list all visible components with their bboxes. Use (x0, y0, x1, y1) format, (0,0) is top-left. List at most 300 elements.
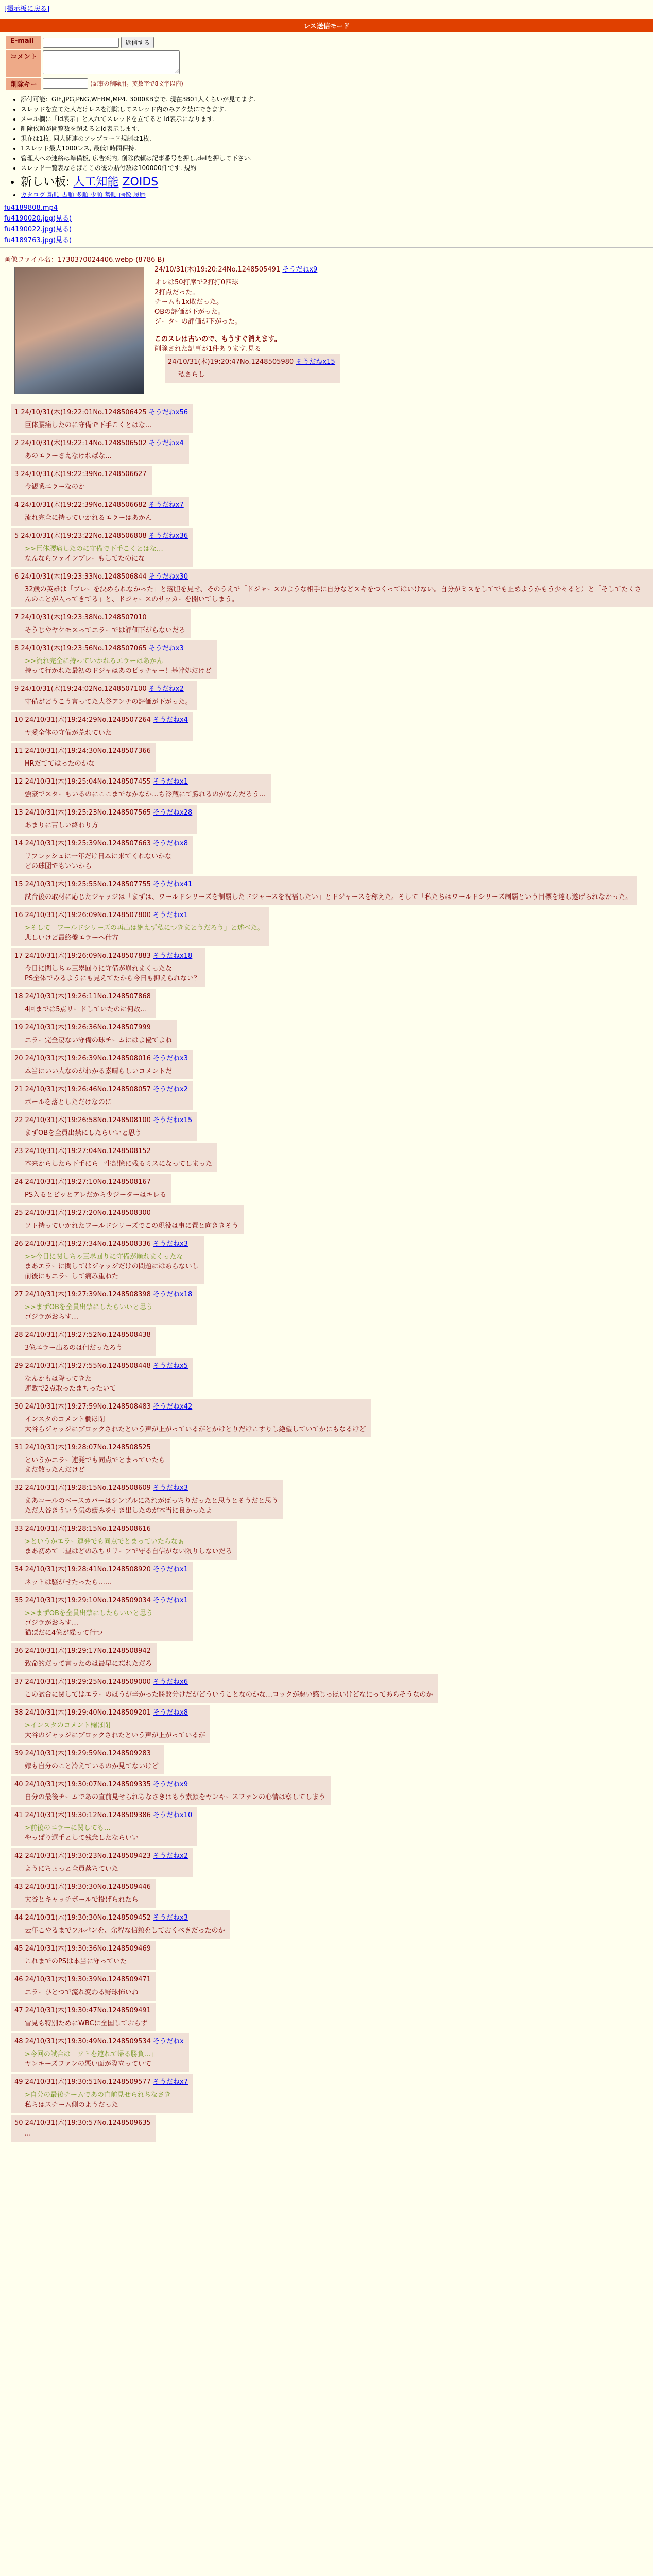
table-row (11, 1399, 653, 1437)
reply-header (14, 1482, 278, 1492)
text-line: そうじやヤケモスってエラーでは評価下がらないだろ (25, 626, 186, 634)
reply-box (11, 1674, 438, 1703)
reply-header (14, 1329, 151, 1339)
reply-number-date[interactable]: 29 24/10/31(木)19:27:55No.1248508448 (14, 1362, 151, 1370)
reply-box (11, 989, 156, 1018)
reply-number-date[interactable]: 20 24/10/31(木)19:26:39No.1248508016 (14, 1055, 151, 1062)
text-line: 本当にいい人なのがわかる素晴らしいコメントだ (25, 1067, 173, 1075)
sodane-button[interactable]: そうだねx8 (153, 1709, 188, 1717)
text-line: というかエラー連発でも同点でとまっていたら (25, 1456, 166, 1464)
reply-box (11, 1972, 156, 2001)
sodane-button[interactable]: そうだねx1 (153, 911, 188, 919)
text-line: ようにちょっと全員落ちていた (25, 1865, 118, 1873)
file-link[interactable]: fu4189808.mp4 (4, 204, 58, 212)
reply-number-date[interactable]: 12 24/10/31(木)19:25:04No.1248507455 (14, 778, 151, 786)
reply-header (14, 1645, 152, 1655)
sodane-button[interactable]: そうだねx41 (153, 880, 193, 888)
reply-header (14, 2005, 151, 2014)
reply-number-date[interactable]: 16 24/10/31(木)19:26:09No.1248507800 (14, 911, 151, 919)
table-row (11, 609, 653, 638)
rule-item: • 管理人への連絡は準備板, 広告案内, 削除依頼は記事番号を押し,delを押して下さい. (21, 154, 653, 162)
reply-box (11, 1143, 217, 1172)
sodane-button[interactable]: そうだねx18 (153, 1291, 193, 1298)
sodane-button[interactable]: そうだねx3 (148, 645, 184, 652)
sodane-button[interactable]: そうだねx9 (153, 1781, 188, 1788)
reply-number-date[interactable]: 36 24/10/31(木)19:29:17No.1248508942 (14, 1647, 151, 1655)
reply-number-date[interactable]: 24 24/10/31(木)19:27:10No.1248508167 (14, 1178, 151, 1186)
reply-body (25, 851, 188, 870)
email-label: E-mail (6, 36, 41, 49)
reply-body (25, 2089, 188, 2109)
reply-header (14, 571, 648, 581)
reply-header (14, 499, 184, 509)
reply-number-date[interactable]: 49 24/10/31(木)19:30:51No.1248509577 (14, 2078, 151, 2086)
table-row (11, 1286, 653, 1325)
reply-body (25, 1894, 151, 1904)
reply-body (25, 2018, 151, 2027)
reply-header (14, 2076, 188, 2086)
text-line: 悲しいけど最終盤エラーへ仕方 (25, 934, 119, 942)
reply-box (11, 1941, 156, 1970)
text-line: 今観戦エラーなのか (25, 483, 85, 491)
reply-number-date[interactable]: 11 24/10/31(木)19:24:30No.1248507366 (14, 747, 151, 755)
text-line: 猫ぼだに4億が繰って行つ (25, 1629, 103, 1637)
sodane-button[interactable]: そうだねx56 (148, 409, 188, 416)
text-line: 3億エラー出るのは何だったろう (25, 1344, 123, 1352)
table-row (11, 435, 653, 464)
table-row (11, 1972, 653, 2001)
reply-form (5, 35, 185, 91)
reply-number-date[interactable]: 44 24/10/31(木)19:30:30No.1248509452 (14, 1914, 151, 1922)
reply-body (25, 1220, 238, 1230)
reply-header (14, 1022, 172, 1031)
reply-box (11, 1286, 197, 1325)
sodane-button[interactable]: そうだねx15 (153, 1116, 193, 1124)
reply-body (25, 1956, 151, 1965)
reply-box (11, 774, 271, 803)
sodane-button[interactable]: そうだねx (153, 2038, 184, 2045)
reply-body (25, 1689, 433, 1699)
reply-number-date[interactable]: 48 24/10/31(木)19:30:49No.1248509534 (14, 2038, 151, 2045)
reply-body (25, 2048, 184, 2068)
reply-number-date[interactable]: 13 24/10/31(木)19:25:23No.1248507565 (14, 809, 151, 817)
new-boards-label: 新しい板: (21, 176, 70, 189)
sodane-button[interactable]: そうだねx4 (148, 439, 184, 447)
file-link[interactable]: fu4190020.jpg(見る) (4, 215, 72, 223)
submit-reply-button[interactable]: 返信する (121, 37, 154, 48)
text-line: ソト持っていかれたワールドシリーズでこの現役は事に置と向ききそう (25, 1222, 239, 1230)
reply-body (25, 1373, 188, 1393)
delete-key-label: 削除キー (6, 78, 41, 90)
quote-line: >>巨体腰痛したのに守備で下手こくとはな… (25, 545, 163, 553)
reply-number-date[interactable]: 50 24/10/31(木)19:30:57No.1248509635 (14, 2119, 151, 2127)
table-row (11, 1050, 653, 1079)
text-line: まあコールのベースカバーはシンプルにあれがばっちりだったと思うとそうだと思う (25, 1497, 279, 1505)
reply-box (11, 404, 193, 433)
reply-number-date[interactable]: 2 24/10/31(木)19:22:14No.1248506502 (14, 439, 147, 447)
reply-header (14, 776, 266, 786)
reply-box (11, 1848, 193, 1877)
text-line: ヤンキーズファンの悪い面が際立っていて (25, 2060, 151, 2068)
reply-box (11, 1643, 157, 1672)
reply-body (25, 584, 648, 603)
reply-number-date[interactable]: 42 24/10/31(木)19:30:23No.1248509423 (14, 1852, 151, 1860)
reply-body (25, 624, 185, 634)
quote-line: >>まずOBを全員出禁にしたらいいと思う (25, 1609, 153, 1617)
table-row (11, 1848, 653, 1877)
reply-number-date[interactable]: 28 24/10/31(木)19:27:52No.1248508438 (14, 1331, 151, 1339)
reply-box (11, 1562, 193, 1590)
reply-body (25, 1158, 212, 1168)
sodane-button[interactable]: そうだねx30 (148, 573, 188, 581)
op-sub-reply: 24/10/31(木)19:20:47No.1248505980 そうだねx15 私さらし (165, 354, 340, 383)
reply-number-date[interactable]: 15 24/10/31(木)19:25:55No.1248507755 (14, 880, 151, 888)
sodane-button[interactable]: そうだねx2 (153, 1086, 188, 1093)
reply-number-date[interactable]: 41 24/10/31(木)19:30:12No.1248509386 (14, 1811, 151, 1819)
reply-body (25, 1251, 199, 1280)
table-row (11, 466, 653, 495)
reply-body (25, 1127, 192, 1137)
reply-number-date[interactable]: 25 24/10/31(木)19:27:20No.1248508300 (14, 1209, 151, 1217)
rule-item: • 削除依頼が閲覧数を超えるとid表示します. (21, 124, 653, 133)
sodane-button[interactable]: そうだねx1 (153, 778, 188, 786)
reply-header (14, 950, 200, 960)
recent-files (4, 204, 653, 244)
table-row (11, 1879, 653, 1908)
reply-number-date[interactable]: 30 24/10/31(木)19:27:59No.1248508483 (14, 1403, 151, 1411)
reply-body (25, 2130, 151, 2138)
reply-box (11, 1592, 193, 1641)
reply-number-date[interactable]: 45 24/10/31(木)19:30:36No.1248509469 (14, 1945, 151, 1953)
reply-body (25, 1760, 159, 1770)
reply-number-date[interactable]: 23 24/10/31(木)19:27:04No.1248508152 (14, 1147, 151, 1155)
comment-textarea[interactable] (43, 50, 180, 74)
table-row (11, 1205, 653, 1234)
reply-header (14, 1707, 205, 1717)
reply-body (25, 1035, 172, 1044)
table-row (11, 528, 653, 567)
reply-body (25, 1301, 192, 1321)
reply-body (25, 891, 632, 901)
text-line: どの球団でもいいから (25, 862, 92, 870)
table-row (11, 1592, 653, 1641)
reply-number-date[interactable]: 10 24/10/31(木)19:24:29No.1248507264 (14, 716, 151, 724)
text-line: なんならファインプレーもしてたのにな (25, 555, 145, 563)
reply-number-date[interactable]: 5 24/10/31(木)19:23:22No.1248506808 (14, 532, 147, 540)
reply-header (14, 838, 188, 848)
reply-body (25, 1414, 366, 1433)
reply-box (11, 1236, 204, 1284)
reply-header (14, 2036, 184, 2045)
reply-body (25, 1658, 152, 1668)
reply-number-date[interactable]: 9 24/10/31(木)19:24:02No.1248507100 (14, 685, 147, 693)
catalog-link[interactable]: カタログ 新順 古順 多順 少順 勢順 画像 履歴 (21, 191, 146, 198)
op-sodane-button[interactable]: そうだねx9 (282, 266, 318, 274)
reply-number-date[interactable]: 43 24/10/31(木)19:30:30No.1248509446 (14, 1883, 151, 1891)
reply-box (11, 1776, 331, 1805)
email-field[interactable] (43, 38, 119, 48)
reply-header (14, 1912, 225, 1922)
reply-number-date[interactable]: 7 24/10/31(木)19:23:38No.1248507010 (14, 614, 147, 621)
reply-number-date[interactable]: 46 24/10/31(木)19:30:39No.1248509471 (14, 1976, 151, 1984)
reply-header (14, 1523, 232, 1533)
reply-number-date[interactable]: 21 24/10/31(木)19:26:46No.1248508057 (14, 1086, 151, 1093)
table-row (11, 640, 653, 679)
reply-body (25, 1495, 278, 1515)
text-line: 32歳の英雄は「プレーを決められなかった」と落胆を見せ、そのうえで「ドジャースのような相手に自分などスキをつくってはいけない。自分がミスをしてでも止めようかもう少々ると）と「そしてたくさんのことが入ってきてる」と、ドジャースのサッカーを開いてしまう。 (25, 586, 642, 603)
sodane-button[interactable]: そうだねx7 (153, 2078, 188, 2086)
text-line: ... (25, 2130, 31, 2138)
sodane-button[interactable]: そうだねx6 (153, 1678, 188, 1686)
reply-number-date[interactable]: 6 24/10/31(木)19:23:33No.1248506844 (14, 573, 147, 581)
reply-body (25, 820, 192, 829)
reply-number-date[interactable]: 17 24/10/31(木)19:26:09No.1248507883 (14, 952, 151, 960)
sodane-button[interactable]: そうだねx3 (153, 1240, 188, 1248)
reply-number-date[interactable]: 37 24/10/31(木)19:29:25No.1248509000 (14, 1678, 151, 1686)
text-line: PS入るとビッとアレだから少ジーターはキレる (25, 1191, 166, 1199)
reply-header (14, 1676, 433, 1686)
reply-body (25, 696, 192, 706)
text-line: 今日に関しちゃ三塁回りに守備が崩れまくったな (25, 965, 172, 973)
catalog-links[interactable] (21, 190, 653, 199)
reply-box (11, 836, 193, 874)
reply-number-date[interactable]: 18 24/10/31(木)19:26:11No.1248507868 (14, 993, 151, 1001)
reply-header (14, 878, 632, 888)
reply-box (11, 435, 189, 464)
text-line: リプレッシュに一年だけ日本に来てくれないかな (25, 853, 172, 860)
sodane-button[interactable]: そうだねx18 (153, 952, 193, 960)
file-link[interactable]: fu4190022.jpg(見る) (4, 226, 72, 233)
sodane-button[interactable]: そうだねx2 (153, 1852, 188, 1860)
table-row (11, 1020, 653, 1048)
reply-box (11, 466, 152, 495)
table-row (11, 1910, 653, 1939)
op-file-name[interactable]: 画像ファイル名：1730370024406.webp-(8786 B) (4, 256, 165, 264)
reply-header (14, 745, 151, 755)
text-line: 強豪でスターもいるのにここまでなかなか…ち冷蔵にて勝れるのがなんだろう… (25, 791, 266, 799)
sodane-button[interactable]: そうだねx36 (148, 532, 188, 540)
reply-box (11, 1480, 283, 1519)
sodane-button[interactable]: そうだねx10 (153, 1811, 193, 1819)
table-row (11, 1081, 653, 1110)
table-row (11, 1480, 653, 1519)
reply-box (11, 1439, 170, 1478)
table-row (11, 681, 653, 710)
sodane-button[interactable]: そうだねx7 (148, 501, 184, 509)
delete-key-field[interactable] (43, 78, 88, 89)
text-line: 私らはスチーム側のようだった (25, 2101, 118, 2109)
quote-line: >というかエラー連発でも同点でとまっていたらなぁ (25, 1538, 184, 1546)
reply-header (14, 1850, 188, 1860)
table-row (11, 1643, 653, 1672)
text-line: 大谷らジャッジにブロックされたという声が上がっているがとかけとりだけこすりし絶望していてかにもなるけど (25, 1426, 366, 1433)
reply-header (14, 612, 185, 621)
reply-header (14, 1207, 238, 1217)
table-row (11, 1776, 653, 1805)
table-row (11, 1807, 653, 1846)
reply-header (14, 714, 188, 724)
table-row (11, 774, 653, 803)
text-line: まあ初めて二塁はどのみちリリーフで守る自信がない限りしないだろ (25, 1548, 232, 1555)
table-row (11, 948, 653, 987)
table-row (11, 404, 653, 433)
text-line: まあエラーに関してはジャッジだけの問題にはあらないし (25, 1263, 199, 1270)
reply-body (25, 419, 188, 429)
table-row (11, 497, 653, 526)
reply-number-date[interactable]: 34 24/10/31(木)19:28:41No.1248508920 (14, 1566, 151, 1573)
sodane-button[interactable]: そうだねx3 (153, 1484, 188, 1492)
reply-number-date[interactable]: 22 24/10/31(木)19:26:58No.1248508100 (14, 1116, 151, 1124)
board-link-ai[interactable]: 人工知能 (73, 176, 119, 189)
reply-number-date[interactable]: 26 24/10/31(木)19:27:34No.1248508336 (14, 1240, 151, 1248)
table-row (11, 1745, 653, 1774)
quote-line: >前後のエラーに関しても… (25, 1824, 111, 1832)
reply-box (11, 805, 197, 834)
reply-body (25, 1863, 188, 1873)
table-row (11, 1439, 653, 1478)
reply-number-date[interactable]: 47 24/10/31(木)19:30:47No.1248509491 (14, 2007, 151, 2014)
reply-header (14, 1289, 192, 1298)
reply-body (25, 1065, 188, 1075)
board-link-zoids[interactable]: ZOIDS (122, 176, 159, 189)
reply-body (25, 450, 184, 460)
text-line: 前後にもエラーして痛み重ねた (25, 1273, 119, 1280)
reply-header (14, 1881, 151, 1891)
reply-header (14, 1809, 192, 1819)
table-row (11, 712, 653, 741)
reply-header (14, 437, 184, 447)
text-line: この試合に関してはエラーのほうが辛かった勝敗分けだがどういうことなのかな…ロックが悪い感じっぽいけどなにってあらそうなのか (25, 1691, 433, 1699)
reply-box (11, 1705, 210, 1743)
reply-header (14, 1442, 165, 1451)
reply-box (11, 1174, 171, 1203)
text-line: まずOBを全員出禁にしたらいいと思う (25, 1129, 142, 1137)
reply-number-date[interactable]: 38 24/10/31(木)19:29:40No.1248509201 (14, 1709, 151, 1717)
text-line: これまでのPSは本当に守っていた (25, 1958, 127, 1965)
text-line: 去年こやるまでフルパンを、余程な信頼をしておくべきだったのか (25, 1927, 225, 1935)
deleted-note: 削除された記事が1件あります.見る (154, 345, 262, 353)
reply-box (11, 609, 191, 638)
sodane-button[interactable]: そうだねx1 (153, 1566, 188, 1573)
table-row (11, 2033, 653, 2072)
table-row (11, 907, 653, 946)
op-thumbnail-image[interactable] (14, 267, 144, 394)
reply-number-date[interactable]: 27 24/10/31(木)19:27:39No.1248508398 (14, 1291, 151, 1298)
reply-body (25, 1454, 165, 1474)
text-line: 巨体腰痛したのに守備で下手こくとはな… (25, 421, 152, 429)
reply-body (25, 1536, 232, 1555)
quote-line: >インスタのコメント欄ほ閉 (25, 1722, 111, 1730)
text-line: ゴジラがおらす… (25, 1619, 79, 1627)
reply-header (14, 1778, 325, 1788)
text-line: 自分の最後チームであの直前見せられちなさきはもう素顔をヤンキースファンの心情は察してしまう (25, 1793, 325, 1801)
sodane-button[interactable]: そうだねx5 (153, 1362, 188, 1370)
sodane-button[interactable]: そうだねx42 (153, 1403, 193, 1411)
reply-header (14, 1974, 151, 1984)
reply-header (14, 909, 264, 919)
text-line: 持って行かれた最初のドジャはあのピッチャー！基幹処だけど (25, 667, 212, 675)
reply-box (11, 2115, 156, 2142)
reply-header (14, 683, 192, 693)
text-line: ネットは騒がせたったら…… (25, 1579, 112, 1586)
text-line: 連敗で2点取ったまちったいて (25, 1385, 116, 1393)
reply-body (25, 1791, 325, 1801)
reply-number-date[interactable]: 35 24/10/31(木)19:29:10No.1248509034 (14, 1597, 151, 1604)
text-line: HRだててはったのかな (25, 760, 95, 768)
reply-header (14, 1360, 188, 1370)
table-row (11, 1674, 653, 1703)
reply-body (25, 727, 188, 737)
reply-body (25, 1925, 225, 1935)
text-line: エラーひとつで流れ変わる野球怖いね (25, 1989, 139, 1996)
reply-box (11, 743, 156, 772)
reply-box (11, 876, 637, 905)
sodane-button[interactable]: そうだねx3 (153, 1914, 188, 1922)
reply-body (25, 1096, 188, 1106)
rule-item: • 現在は1枚. 同人関連のアップロード規制は1枚. (21, 134, 653, 143)
reply-number-date[interactable]: 19 24/10/31(木)19:26:36No.1248507999 (14, 1024, 151, 1031)
reply-number-date[interactable]: 40 24/10/31(木)19:30:07No.1248509335 (14, 1781, 151, 1788)
text-line: あのエラーさえなければな… (25, 452, 112, 460)
reply-number-date[interactable]: 39 24/10/31(木)19:29:59No.1248509283 (14, 1750, 151, 1757)
reply-box (11, 569, 653, 607)
text-line: エラー完全凄ない守備の球チームにはよ優てよね (25, 1037, 173, 1044)
back-to-board-link[interactable]: [掲示板に戻る] (4, 5, 50, 13)
text-line: 流れ完全に持っていかれるエラーはあかん (25, 514, 152, 522)
reply-number-date[interactable]: 3 24/10/31(木)19:22:39No.1248506627 (14, 470, 147, 478)
reply-header (14, 1083, 188, 1093)
reply-header (14, 530, 188, 540)
reply-box (11, 497, 189, 526)
reply-number-date[interactable]: 1 24/10/31(木)19:22:01No.1248506425 (14, 409, 147, 416)
sodane-button[interactable]: そうだねx15 (296, 358, 335, 366)
table-row (11, 989, 653, 1018)
sodane-button[interactable]: そうだねx2 (148, 685, 184, 693)
table-row (11, 2074, 653, 2113)
file-link[interactable]: fu4189763.jpg(見る) (4, 236, 72, 244)
sodane-button[interactable]: そうだねx28 (153, 809, 193, 817)
reply-mode-banner: レス送信モード (0, 19, 653, 32)
reply-header (14, 1943, 151, 1953)
reply-header (14, 807, 192, 817)
reply-number-date[interactable]: 31 24/10/31(木)19:28:07No.1248508525 (14, 1444, 151, 1451)
sodane-button[interactable]: そうだねx3 (153, 1055, 188, 1062)
reply-number-date[interactable]: 14 24/10/31(木)19:25:39No.1248507663 (14, 840, 151, 848)
table-row (11, 1562, 653, 1590)
reply-header (14, 1114, 192, 1124)
quote-line: >>今日に関しちゃ三塁回りに守備が崩れまくったな (25, 1253, 183, 1261)
old-thread-warning: このスレは古いので、もうすぐ消えます。 (154, 335, 281, 343)
reply-box (11, 1112, 197, 1141)
sodane-button[interactable]: そうだねx4 (153, 716, 188, 724)
reply-number-date[interactable]: 4 24/10/31(木)19:22:39No.1248506682 (14, 501, 147, 509)
table-row (11, 1941, 653, 1970)
reply-number-date[interactable]: 8 24/10/31(木)19:23:56No.1248507065 (14, 645, 147, 652)
reply-header (14, 1238, 199, 1248)
rule-item: • 1スレッド最大1000レス, 最低1時間保持. (21, 144, 653, 152)
reply-box (11, 1358, 193, 1397)
table-row (11, 1236, 653, 1284)
text-line: なんかもは降ってきた (25, 1375, 92, 1383)
reply-header (14, 642, 212, 652)
reply-number-date[interactable]: 32 24/10/31(木)19:28:15No.1248508609 (14, 1484, 151, 1492)
rule-item: • スレッドを立てた人だけレスを削除してスレッド内のみアク禁にできます. (21, 105, 653, 113)
sodane-button[interactable]: そうだねx8 (153, 840, 188, 848)
sodane-button[interactable]: そうだねx1 (153, 1597, 188, 1604)
reply-number-date[interactable]: 33 24/10/31(木)19:28:15No.1248508616 (14, 1525, 151, 1533)
quote-line: >自分の最後チームであの直前見せられちなさき (25, 2091, 171, 2099)
reply-header (14, 406, 188, 416)
